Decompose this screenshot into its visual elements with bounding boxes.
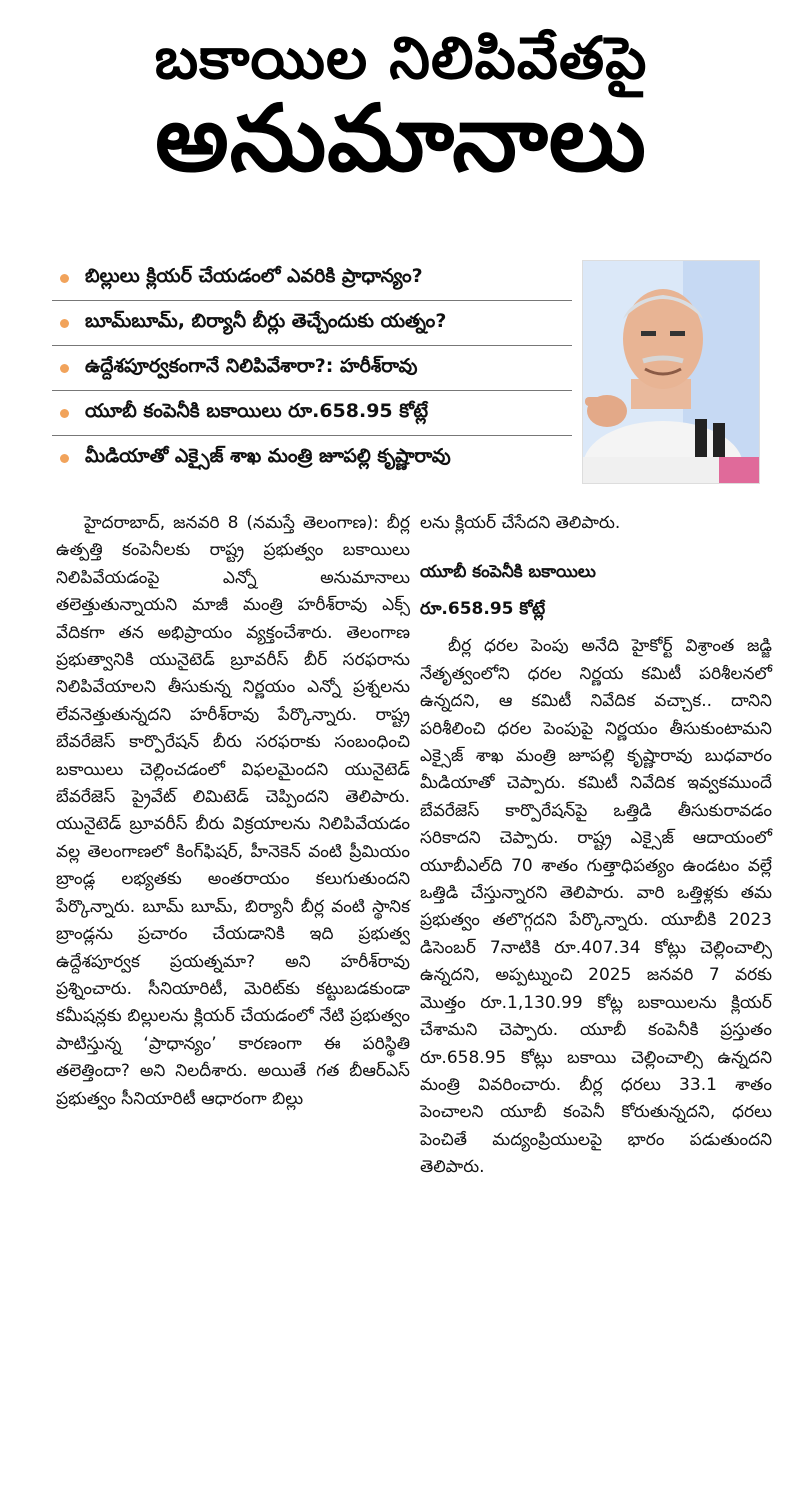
highlights-list [52, 256, 572, 480]
headline-line-1: బకాయిల నిలిపివేతపై [154, 24, 648, 92]
person-photo-icon [583, 261, 759, 483]
highlight-item [52, 346, 572, 391]
highlight-text: యూబీ కంపెనీకి బకాయిలు రూ.658.95 కోట్లే [85, 399, 428, 422]
article-paragraph: లను క్లియర్ చేసేదని తెలిపారు. [420, 513, 621, 533]
highlight-item [52, 391, 572, 436]
headline-line-2: అనుమానాలు [155, 84, 647, 192]
article-right-column [420, 510, 772, 1182]
bullet-icon [60, 364, 69, 373]
highlight-item [52, 436, 572, 480]
article-subheading [420, 559, 772, 623]
highlight-text: మీడియాతో ఎక్సైజ్ శాఖ మంత్రి జూపల్లి కృష్ణారావు [85, 444, 451, 467]
bullet-icon [60, 454, 69, 463]
news-clipping [22, 10, 780, 1488]
subheading-line-2: రూ.658.95 కోట్లే [420, 599, 546, 620]
highlight-text: బిల్లులు క్లియర్ చేయడంలో ఎవరికి ప్రాధాన్యం? [85, 264, 423, 287]
highlight-text: బూమ్‌బూమ్, బిర్యానీ బీర్లు తెచ్చేందుకు యత్నం? [85, 309, 447, 332]
subheading-line-1: యూబీ కంపెనీకి బకాయిలు [420, 562, 596, 583]
article-left-column [56, 510, 410, 1113]
article-paragraph: హైదరాబాద్, జనవరి 8 (నమస్తే తెలంగాణ): బీర్ల ఉత్పత్తి కంపెనీలకు రాష్ట్ర ప్రభుత్వం బకాయిలు నిలిపివేయడంపై ఎన్నో అనుమానాలు తలెత్తుతున్నాయని మాజీ మంత్రి హరీశ్‌రావు ఎక్స్ వేదికగా తన అభిప్రాయం వ్యక్తంచేశారు. తెలంగాణ ప్రభుత్వానికి యునైటెడ్ బ్రూవరీస్ బీర్ సరఫరాను నిలిపివేయాలని తీసుకున్న నిర్ణయం ఎన్నో ప్రశ్నలను లేవనెత్తుతున్నదని హరీశ్‌రావు పేర్కొన్నారు. రాష్ట్ర బేవరేజెస్ కార్పొరేషన్ బీరు సరఫరాకు సంబంధించి బకాయిలు చెల్లించడంలో విఫలమైందని యునైటెడ్ బేవరేజెస్ ప్రైవేట్ లిమిటెడ్ చెప్పిందని తెలిపారు. యునైటెడ్ బ్రూవరీస్ బీరు విక్రయాలను నిలిపివేయడం వల్ల తెలంగాణలో కింగ్‌ఫిషర్, హీనెకెన్ వంటి ప్రీమియం బ్రాండ్ల లభ్యతకు అంతరాయం కలుగుతుందని పేర్కొన్నారు. బూమ్ బూమ్, బిర్యానీ బీర్ల వంటి స్థానిక బ్రాండ్లను ప్రచారం చేయడానికి ఇది ప్రభుత్వ ఉద్దేశపూర్వక ప్రయత్నమా? అని హరీశ్‌రావు ప్రశ్నించారు. సీనియారిటీ, మెరిట్‌కు కట్టుబడకుండా కమీషన్లకు బిల్లులను క్లియర్ చేయడంలో నేటి ప్రభుత్వం పాటిస్తున్న ‘ప్రాధాన్యం’ కారణంగా ఈ పరిస్థితి తలెత్తిందా? అని నిలదీశారు. అయితే గత బీఆర్‌ఎస్ ప్రభుత్వం సీనియారిటీ ఆధారంగా బిల్లు [56, 513, 410, 1109]
bullet-icon [60, 319, 69, 328]
bullet-icon [60, 274, 69, 283]
article-paragraph: బీర్ల ధరల పెంపు అనేది హైకోర్ట్ విశ్రాంత జడ్జి నేతృత్వంలోని ధరల నిర్ణయ కమిటీ పరిశీలనలో ఉన్నదని, ఆ కమిటీ నివేదిక వచ్చాక.. దానిని పరిశీలించి ధరల పెంపుపై నిర్ణయం తీసుకుంటామని ఎక్సైజ్ శాఖ మంత్రి జూపల్లి కృష్ణారావు బుధవారం మీడియాతో చెప్పారు. కమిటీ నివేదిక ఇవ్వకముందే బేవరేజెస్ కార్పొరేషన్‌పై ఒత్తిడి తీసుకురావడం సరికాదని చెప్పారు. రాష్ట్ర ఎక్సైజ్ ఆదాయంలో యూబీఎల్‌ది 70 శాతం గుత్తాధిపత్యం ఉండటం వల్లే ఒత్తిడి చేస్తున్నారని తెలిపారు. వారి ఒత్తిళ్లకు తమ ప్రభుత్వం తలొగ్గదని పేర్కొన్నారు. యూబీకి 2023 డిసెంబర్ 7నాటికి రూ.407.34 కోట్లు చెల్లించాల్సి ఉన్నదని, అప్పట్నుంచి 2025 జనవరి 7 వరకు మొత్తం రూ.1,130.99 కోట్ల బకాయిలను క్లియర్ చేశామని చెప్పారు. యూబీ కంపెనీకి ప్రస్తుతం రూ.658.95 కోట్లు బకాయి చెల్లించాల్సి ఉన్నదని మంత్రి వివరించారు. బీర్ల ధరలు 33.1 శాతం పెంచాలని యూబీ కంపెనీ కోరుతున్నదని, ధరలు పెంచితే మద్యంప్రియులపై భారం పడుతుందని తెలిపారు. [420, 636, 772, 1178]
bullet-icon [60, 409, 69, 418]
highlight-text: ఉద్దేశపూర్వకంగానే నిలిపివేశారా?: హరీశ్‌రావు [85, 354, 418, 377]
person-photo [582, 260, 760, 484]
highlight-item [52, 301, 572, 346]
highlight-item [52, 256, 572, 301]
